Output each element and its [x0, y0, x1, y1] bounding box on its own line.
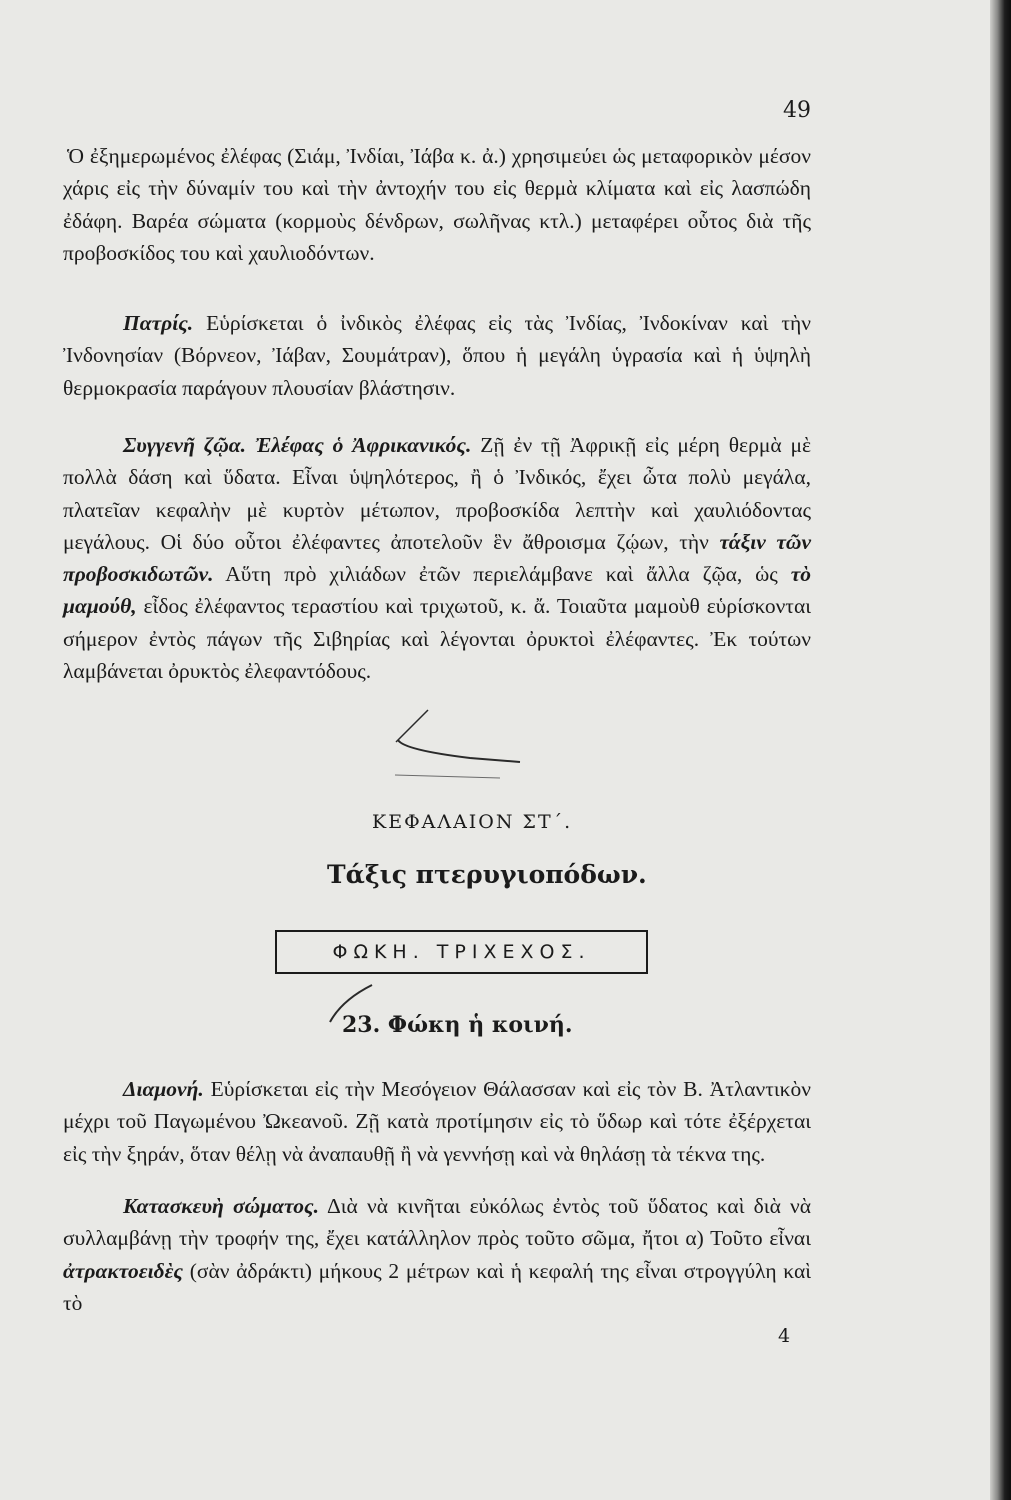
pencil-line-mark: [395, 775, 500, 778]
paragraph-label: Συγγενῆ ζῷα.: [123, 433, 247, 457]
paragraph-text: Διὰ νὰ κινῆται εὐκόλως ἐντὸς τοῦ ὕδατος καὶ διὰ νὰ συλλαμβάνῃ τὴν τροφήν της, ἔχει κατάλληλον πρὸς τοῦτο σῶμα, ἤτοι α) Τοῦτο εἶναι: [63, 1194, 811, 1251]
paragraph-text: Εὑρίσκεται εἰς τὴν Μεσόγειον Θάλασσαν καὶ εἰς τὸν Β. Ἀτλαντικὸν μέχρι τοῦ Παγωμένου Ὠκεανοῦ. Ζῇ κατὰ προτίμησιν εἰς τὸ ὕδωρ καὶ τότε ἐξέρχεται εἰς τὴν ξηράν, ὅταν θέλῃ νὰ ἀναπαυθῇ ἢ νὰ γεννήσῃ καὶ νὰ θηλάσῃ τὰ τέκνα της.: [63, 1077, 811, 1166]
boxed-heading: ΦΩΚΗ. ΤΡΙΧΕΧΟΣ.: [275, 930, 648, 974]
paragraph-text: Εὑρίσκεται ὁ ἰνδικὸς ἐλέφας εἰς τὰς Ἰνδίας, Ἰνδοκίναν καὶ τὴν Ἰνδονησίαν (Βόρνεον, Ἰάβαν, Σουμάτραν), ὅπου ἡ μεγάλη ὑγρασία καὶ ἡ ὑψηλὴ θερμοκρασία παράγουν πλουσίαν βλάστησιν.: [63, 311, 811, 400]
spindle-shaped-term: ἀτρακτοειδὲς: [63, 1258, 183, 1283]
signature-number: 4: [778, 1325, 791, 1347]
paragraph-text: (σὰν ἀδράκτι) μήκους 2 μέτρων καὶ ἡ κεφαλή της εἶναι στρογγύλη καὶ τὸ: [63, 1258, 811, 1315]
paragraph-text: Ζῇ ἐν τῇ Ἀφρικῇ εἰς μέρη θερμὰ μὲ πολλὰ δάση καὶ ὕδατα. Εἶναι ὑψηλότερος, ἢ ὁ Ἰνδικός, ἔχει ὦτα πολὺ μεγάλα, πλατεῖαν κεφαλὴν μὲ κυρτὸν μέτωπον, προβοσκίδα λεπτὴν καὶ χαυλιόδοντας μεγάλους. Οἱ δύο οὗτοι ἐλέφαντες ἀποτελοῦν ἓν ἄθροισμα ζῴων, τὴν: [63, 433, 812, 554]
subsection-title: 23. Φώκη ἡ κοινή.: [342, 1012, 573, 1038]
proboscidea-term: τάξιν τῶν προβοσκιδωτῶν.: [63, 529, 811, 587]
mammoth-term: τὸ μαμούθ,: [63, 562, 811, 619]
book-spine-edge: [990, 0, 1011, 1500]
paragraph-label: Διαμονή.: [123, 1077, 204, 1101]
pencil-slash-mark: [330, 985, 372, 1022]
african-elephant-term: Ἐλέφας ὁ Ἀφρικανικός.: [254, 433, 472, 457]
paragraph-text: εἶδος ἐλέφαντος τεραστίου καὶ τριχωτοῦ, κ. ἄ. Τοιαῦτα μαμοὺθ εὑρίσκονται σήμερον ἐντὸς πάγων τῆς Σιβηρίας καὶ λέγονται ὀρυκτοὶ ἐλέφαντες. Ἐκ τούτων λαμβάνεται ὀρυκτὸς ἐλεφαντόδους.: [63, 594, 811, 684]
chapter-heading: ΚΕΦΑΛΑΙΟΝ ΣΤ΄.: [372, 811, 573, 833]
paragraph-label: Κατασκευὴ σώματος.: [123, 1194, 319, 1218]
section-title: Τάξις πτερυγιοπόδων.: [327, 860, 647, 889]
paragraph-label: Πατρίς.: [123, 311, 194, 335]
paragraph-domesticated-elephant: Ὁ ἐξημερωμένος ἐλέφας (Σιάμ, Ἰνδίαι, Ἰάβα κ. ἀ.) χρησιμεύει ὡς μεταφορικὸν μέσον χάρις εἰς τὴν δύναμίν του καὶ τὴν ἀντοχήν του εἰς θερμὰ κλίματα καὶ εἰς λασπώδη ἐδάφη. Βαρέα σώματα (κορμοὺς δένδρων, σωλῆνας κτλ.) μεταφέρει οὗτος διὰ τῆς προβοσκίδος του καὶ χαυλιοδόντων.: [63, 144, 811, 265]
page-number: 49: [783, 98, 811, 123]
pencil-tick-mark: [396, 710, 428, 742]
pencil-underline-mark: [398, 740, 520, 762]
paragraph-text: Αὕτη πρὸ χιλιάδων ἐτῶν περιελάμβανε καὶ ἄλλα ζῷα, ὡς: [213, 562, 791, 587]
